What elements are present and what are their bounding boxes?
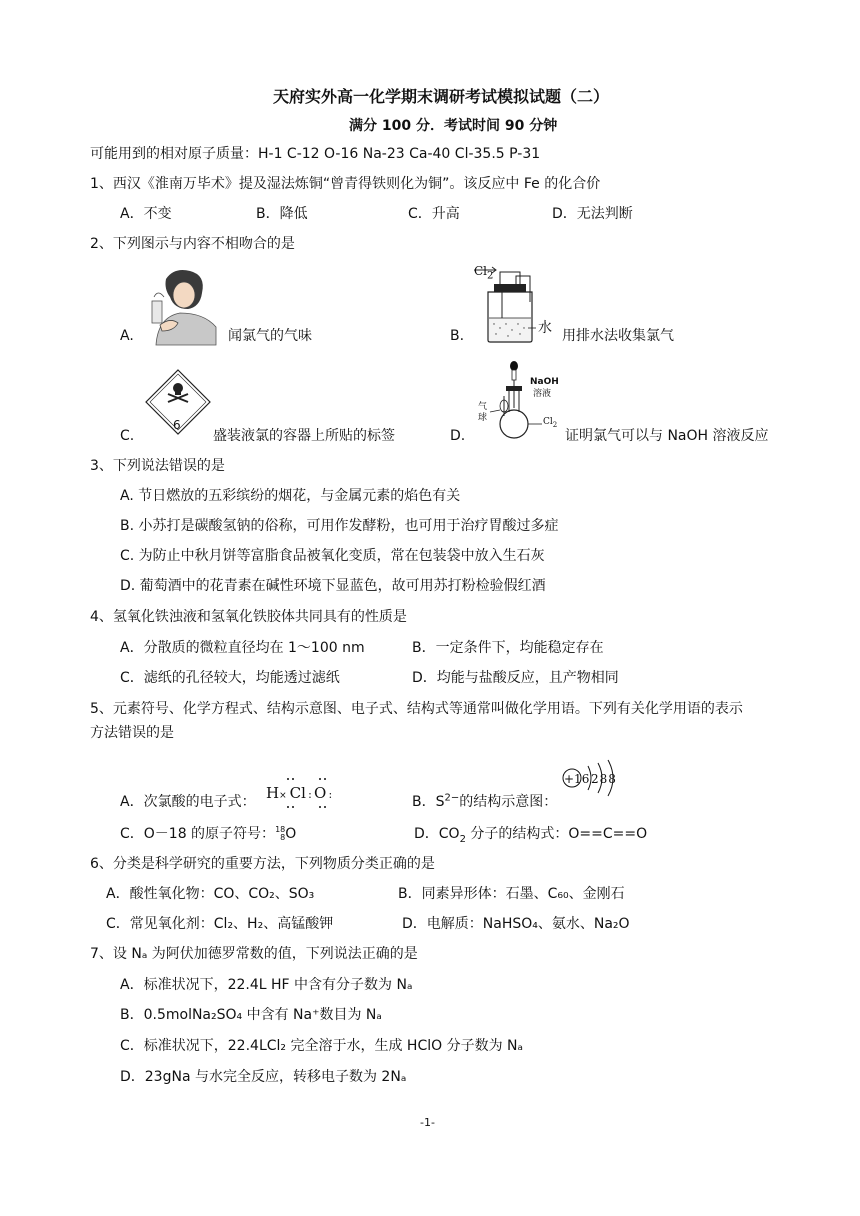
q2-option-d-letter: D.: [450, 428, 466, 444]
q5-stem-line1: 5、元素符号、化学方程式、结构示意图、电子式、结构式等通常叫做化学用语。下列有关化学用语的表示: [90, 701, 743, 717]
q5-option-a: A．次氯酸的电子式：: [120, 794, 256, 810]
q5-option-d: D．$CO_2$ 分子的结构式：O==C==O: [414, 826, 648, 845]
q2-d-qi-label: 气: [478, 402, 488, 412]
q4-option-c: C．滤纸的孔径较大，均能透过滤纸: [120, 670, 340, 686]
atomic-masses: 可能用到的相对原子质量：H-1 C-12 O-16 Na-23 Ca-40 Cl-35.5 P-31: [90, 146, 541, 162]
q7-option-b: B．0.5molNa₂SO₄ 中含有 Na⁺数目为 Nₐ: [120, 1007, 382, 1023]
q2-option-b-letter: B.: [450, 328, 465, 344]
q2-option-c-letter: C.: [120, 428, 135, 444]
q2-b-cl2-label: $Cl_2$: [474, 264, 494, 282]
q1-stem: 1、西汉《淮南万毕术》提及湿法炼铜“曾青得铁则化为铜”。该反应中 Fe 的化合价: [90, 176, 601, 192]
q3-option-c: C. 为防止中秋月饼等富脂食品被氧化变质，常在包装袋中放入生石灰: [120, 548, 545, 564]
q2-stem: 2、下列图示与内容不相吻合的是: [90, 236, 295, 252]
hclo-electron-formula: H× Cl : O :: [266, 784, 333, 802]
q1-option-d: D．无法判断: [552, 206, 633, 222]
q6-option-d: D．电解质：NaHSO₄、氨水、Na₂O: [402, 916, 630, 932]
q4-stem: 4、氢氧化铁浊液和氢氧化铁胶体共同具有的性质是: [90, 609, 407, 625]
q4-option-a: A．分散质的微粒直径均在 1～100 nm: [120, 640, 365, 656]
q5-stem-line2: 方法错误的是: [90, 725, 174, 741]
q2-d-qiu-label: 球: [478, 413, 488, 423]
q5-option-b: B．$S^{2-}$的结构示意图：: [412, 792, 558, 810]
q6-option-c: C．常见氧化剂：Cl₂、H₂、高锰酸钾: [106, 916, 334, 932]
q2-option-c-text: 盛装液氯的容器上所贴的标签: [213, 428, 395, 444]
q2-b-water-label: 水: [538, 320, 552, 336]
page-subtitle: 满分 100 分．考试时间 90 分钟: [349, 118, 558, 134]
sulfide-electron-shells: 288: [591, 772, 617, 786]
hclo-lone-pair-dots: [266, 776, 346, 810]
q1-option-b: B．降低: [256, 206, 308, 222]
q2-option-d-text: 证明氯气可以与 NaOH 溶液反应: [565, 428, 769, 444]
q3-stem: 3、下列说法错误的是: [90, 458, 225, 474]
flask-balloon-apparatus-illustration: [476, 360, 566, 446]
q2-d-naoh-label: NaOH: [530, 377, 559, 387]
q2-c-hazard-number: 6: [173, 418, 181, 432]
page-title: 天府实外高一化学期末调研考试模拟试题（二）: [273, 87, 610, 106]
q7-option-a: A．标准状况下，22.4L HF 中含有分子数为 Nₐ: [120, 977, 413, 993]
q7-option-c: C．标准状况下，22.4LCl₂ 完全溶于水，生成 HClO 分子数为 Nₐ: [120, 1038, 523, 1054]
q2-d-cl2-label: $Cl_2$: [543, 417, 558, 429]
person-smelling-illustration: [144, 267, 219, 345]
q2-option-b-text: 用排水法收集氯气: [562, 328, 674, 344]
q7-option-d: D．23gNa 与水完全反应，转移电子数为 2Nₐ: [120, 1069, 407, 1085]
q2-d-solution-label: 溶液: [533, 389, 552, 399]
q3-option-a: A. 节日燃放的五彩缤纷的烟花，与金属元素的焰色有关: [120, 488, 461, 504]
page-number: -1-: [420, 1116, 435, 1129]
q7-stem: 7、设 Nₐ 为阿伏加德罗常数的值，下列说法正确的是: [90, 946, 418, 962]
q2-option-a-text: 闻氯气的气味: [228, 328, 312, 344]
q2-option-a-letter: A.: [120, 328, 134, 344]
q3-option-d: D. 葡萄酒中的花青素在碱性环境下显蓝色，故可用苏打粉检验假红酒: [120, 578, 546, 594]
q1-option-c: C．升高: [408, 206, 460, 222]
q5-option-c: C．O－18 的原子符号：18 8O: [120, 825, 297, 842]
sulfide-nucleus-charge: +16: [564, 772, 590, 786]
q1-option-a: A．不变: [120, 206, 172, 222]
q6-option-a: A．酸性氧化物：CO、CO₂、SO₃: [106, 886, 315, 902]
q4-option-d: D．均能与盐酸反应，且产物相同: [412, 670, 619, 686]
q4-option-b: B．一定条件下，均能稳定存在: [412, 640, 604, 656]
q6-stem: 6、分类是科学研究的重要方法，下列物质分类正确的是: [90, 856, 435, 872]
q3-option-b: B. 小苏打是碳酸氢钠的俗称，可用作发酵粉，也可用于治疗胃酸过多症: [120, 518, 559, 534]
q6-option-b: B．同素异形体：石墨、C₆₀、金刚石: [398, 886, 625, 902]
